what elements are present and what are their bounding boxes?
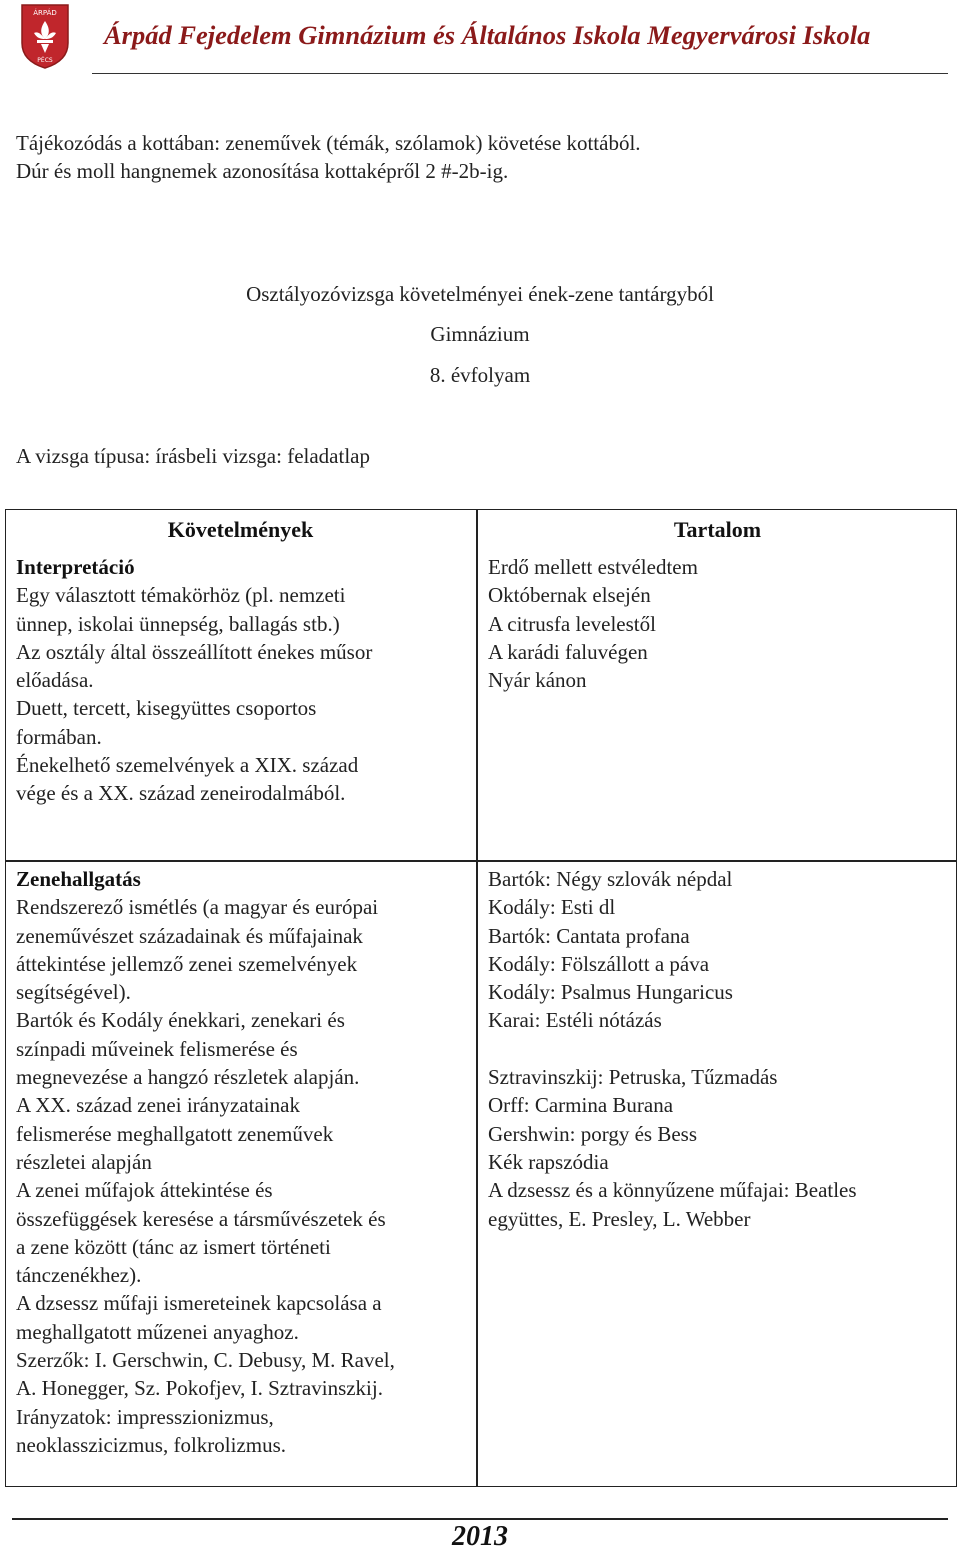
work-item: Kodály: Psalmus Hungaricus (488, 980, 733, 1005)
row-interpretation-content (488, 553, 698, 694)
requirement-line: tánczenékhez). (16, 1263, 142, 1288)
requirement-line: Az osztály által összeállított énekes műsor (16, 639, 373, 664)
exam-type: A vizsga típusa: írásbeli vizsga: feladatlap (16, 444, 370, 468)
requirement-line: neoklasszicizmus, folkrolizmus. (16, 1432, 287, 1457)
section-title-listening: Zenehallgatás (16, 867, 141, 891)
requirement-line: Egy választott témakörhöz (pl. nemzeti (16, 583, 346, 608)
header-divider (92, 73, 948, 74)
requirement-line: A. Honegger, Sz. Pokofjev, I. Sztravinszkij. (16, 1376, 383, 1401)
requirement-line: vége és a XX. század zeneirodalmából. (16, 781, 346, 806)
requirement-line: ünnep, iskolai ünnepség, ballagás stb.) (16, 611, 340, 636)
requirement-line: színpadi műveinek felismerése és (16, 1036, 298, 1061)
work-item: Kodály: Fölszállott a páva (488, 951, 710, 976)
work-item: Bartók: Cantata profana (488, 923, 690, 948)
work-item: Karai: Estéli nótázás (488, 1008, 662, 1033)
requirement-line: áttekintése jellemző zenei szemelvények (16, 951, 358, 976)
doc-subtitle-grade: 8. évfolyam (429, 363, 531, 387)
table-row-divider (5, 860, 957, 862)
doc-title: Osztályozóvizsga követelményei ének-zene tantárgyból (246, 282, 714, 306)
column-header-content: Tartalom (673, 517, 762, 542)
work-item: A dzsessz és a könnyűzene műfajai: Beatles (488, 1178, 857, 1203)
requirement-line: formában. (16, 724, 102, 749)
svg-text:PÉCS: PÉCS (37, 57, 53, 64)
work-item: Bartók: Négy szlovák népdal (488, 867, 733, 891)
intro-line-1: Tájékozódás a kottában: zeneművek (témák, szólamok) követése kottából. (16, 131, 641, 155)
work-item: Gershwin: porgy és Bess (488, 1121, 698, 1146)
requirement-line: meghallgatott műzenei anyaghoz. (16, 1319, 299, 1344)
svg-text:ÁRPÁD: ÁRPÁD (33, 9, 57, 17)
requirement-line: Irányzatok: impresszionizmus, (16, 1404, 274, 1429)
requirement-line: megnevezése a hangzó részletek alapján. (16, 1065, 360, 1090)
row-listening-requirements (16, 865, 395, 1459)
song-item: A karádi faluvégen (488, 639, 648, 664)
requirement-line: A XX. század zenei irányzatainak (16, 1093, 300, 1118)
requirement-line: A zenei műfajok áttekintése és (16, 1178, 273, 1203)
work-item: Orff: Carmina Burana (488, 1093, 674, 1118)
requirement-line: zeneművészet századainak és műfajainak (16, 923, 363, 948)
section-title-interpretation: Interpretáció (16, 555, 135, 579)
requirement-line: Duett, tercett, kisegyüttes csoportos (16, 696, 317, 721)
requirement-line: felismerése meghallgatott zeneművek (16, 1121, 334, 1146)
song-item: A citrusfa levelestől (488, 611, 656, 636)
school-name: Árpád Fejedelem Gimnázium és Általános Iskola Megyervárosi Iskola (104, 20, 871, 50)
spacer (488, 1035, 857, 1063)
requirement-line: Rendszerező ismétlés (a magyar és európai (16, 895, 379, 920)
intro-line-2: Dúr és moll hangnemek azonosítása kottaképről 2 #-2b-ig. (16, 159, 509, 183)
requirement-line: A dzsessz műfaji ismereteinek kapcsolása a (16, 1291, 382, 1316)
page-header (0, 0, 960, 76)
requirement-line: Énekelhető szemelvények a XIX. század (16, 753, 359, 778)
requirement-line: segítségével). (16, 980, 131, 1005)
work-item: Kodály: Esti dl (488, 895, 616, 920)
requirement-line: Bartók és Kodály énekkari, zenekari és (16, 1008, 345, 1033)
footer-year: 2013 (452, 1521, 508, 1552)
footer-divider (12, 1518, 948, 1520)
work-item: együttes, E. Presley, L. Webber (488, 1206, 751, 1231)
requirement-line: részletei alapján (16, 1149, 152, 1174)
requirement-line: a zene között (tánc az ismert történeti (16, 1234, 331, 1259)
requirement-line: összefüggések keresése a társművészetek és (16, 1206, 386, 1231)
song-item: Erdő mellett estvéledtem (488, 555, 698, 579)
work-item: Kék rapszódia (488, 1149, 609, 1174)
row-interpretation-requirements (16, 553, 372, 808)
column-header-requirements: Követelmények (167, 517, 314, 542)
doc-subtitle-school: Gimnázium (430, 322, 530, 346)
row-listening-content (488, 865, 857, 1233)
school-crest-logo (20, 3, 70, 70)
requirement-line: előadása. (16, 668, 94, 693)
song-item: Októbernak elsején (488, 583, 651, 608)
table-column-divider (476, 509, 478, 1487)
requirement-line: Szerzők: I. Gerschwin, C. Debusy, M. Ravel, (16, 1348, 395, 1373)
work-item: Sztravinszkij: Petruska, Tűzmadás (488, 1065, 778, 1090)
song-item: Nyár kánon (488, 668, 587, 693)
